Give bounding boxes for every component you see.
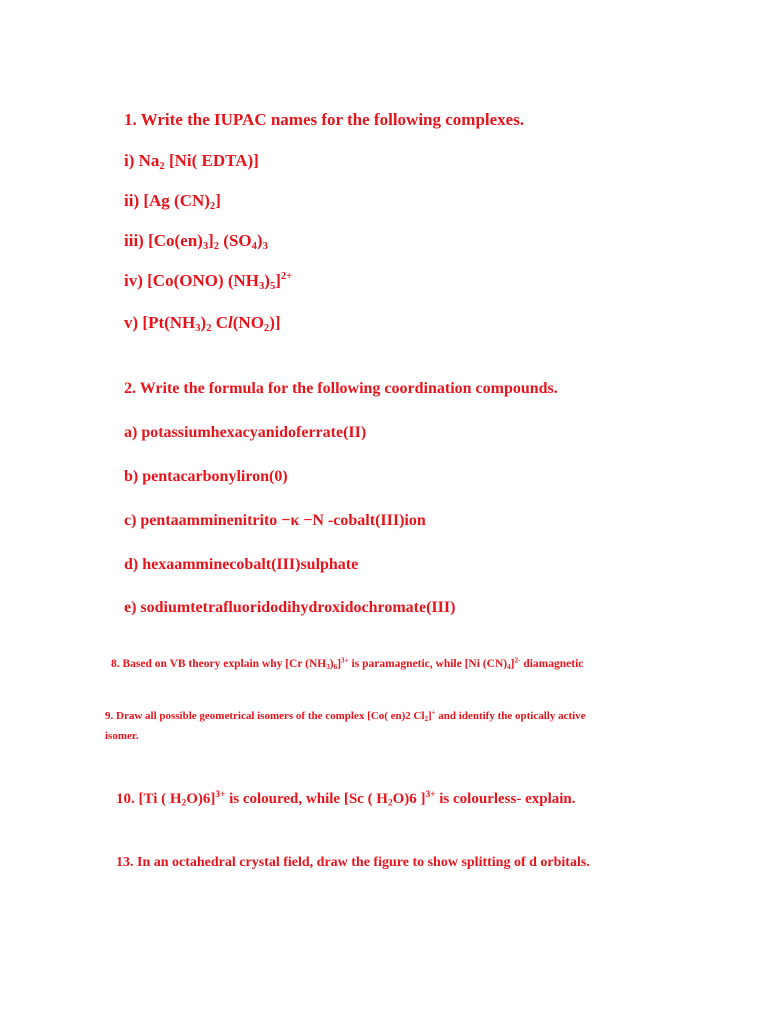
q1-item-iv: iv) [Co(ONO) $(NH_3)_5]^{2+}$ — [124, 271, 293, 292]
q1-item-i: i) $Na_2$ [Ni( EDTA)] — [124, 151, 259, 172]
q1-item-v: v) [$Pt(NH_3)_2$ $Cl(NO_2)$] — [124, 313, 281, 334]
q2-item-d: d) hexaamminecobalt(III)sulphate — [124, 556, 359, 573]
question-10: 10. [Ti ( $H_2O)6]^{3+}$ is coloured, while [Sc ( $H_2O)6$ ]$^{3+}$ is colourless- explain. — [116, 789, 576, 809]
q1-heading: 1. Write the IUPAC names for the following complexes. — [124, 110, 525, 129]
q2-item-a: a) potassiumhexacyanidoferrate(II) — [124, 424, 367, 441]
question-13: 13. In an octahedral crystal field, draw the figure to show splitting of d orbitals. — [116, 855, 590, 870]
question-9: 9. Draw all possible geometrical isomers of the complex [Co( en)2 $Cl_2]^+$ and identify the optically active — [105, 709, 586, 723]
question-9-continued: isomer. — [105, 730, 139, 742]
q2-item-b: b) pentacarbonyliron(0) — [124, 468, 288, 485]
q1-item-iii: iii) $[Co(en)_3]_2$ $(SO_4)_3$ — [124, 231, 268, 252]
q1-item-ii: ii) [Ag $(CN)_2$] — [124, 191, 221, 212]
q2-item-c: c) pentaamminenitrito −κ −N -cobalt(III)ion — [124, 512, 426, 529]
question-8: 8. Based on VB theory explain why [Cr $(NH_3)_6]^{3+}$ is paramagnetic, while [Ni $(CN)_4]^{2-}$ diamagnetic — [111, 656, 584, 671]
q2-heading: 2. Write the formula for the following coordination compounds. — [124, 380, 558, 397]
q2-item-e: e) sodiumtetrafluoridodihydroxidochromate(III) — [124, 599, 456, 616]
